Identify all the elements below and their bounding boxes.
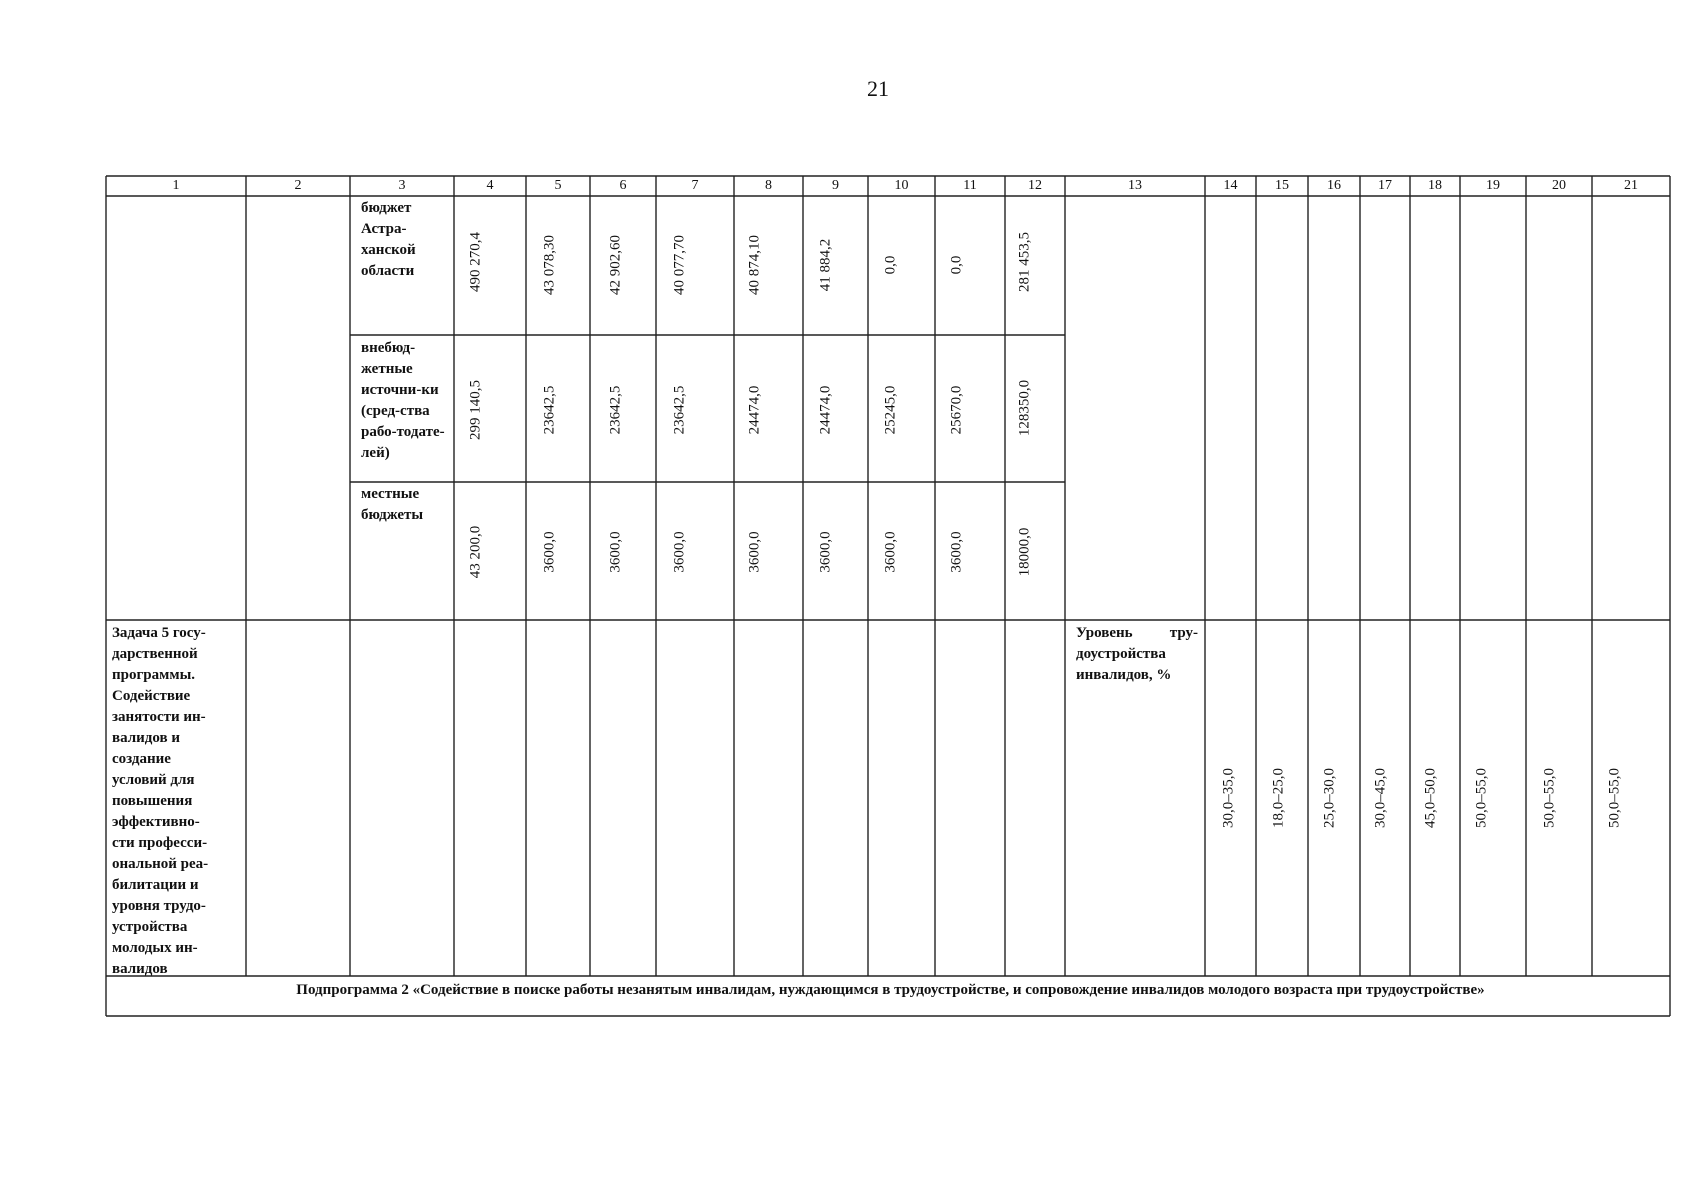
value-cell: 43 200,0 [467, 525, 484, 579]
funding-source-local-budgets: местные бюджеты [361, 486, 424, 523]
target-value: 30,0–35,0 [1220, 768, 1237, 828]
header-cell: 19 [1486, 178, 1500, 193]
target-value: 45,0–50,0 [1422, 768, 1439, 828]
value-cell: 3600,0 [671, 531, 688, 573]
value-cell: 3600,0 [607, 531, 624, 573]
header-cell: 9 [832, 178, 839, 193]
value-cell: 0,0 [882, 255, 899, 275]
header-cell: 21 [1624, 178, 1638, 193]
value-cell: 3600,0 [948, 531, 965, 573]
value-cell: 490 270,4 [467, 232, 484, 292]
header-cell: 16 [1327, 178, 1341, 193]
header-cell: 3 [398, 178, 406, 193]
header-cell: 4 [486, 178, 494, 193]
page-number: 21 [867, 76, 889, 101]
value-cell: 43 078,30 [541, 235, 558, 295]
value-cell: 299 140,5 [467, 380, 484, 440]
subprogram-title: Подпрограмма 2 «Содействие в поиске работы незанятым инвалидам, нуждающимся в трудоустройстве, и сопровождение инвалидов молодого возраста при трудоустройстве» [296, 982, 1485, 998]
value-cell: 40 874,10 [746, 235, 763, 295]
header-cell: 1 [172, 178, 180, 193]
header-cell: 10 [894, 178, 909, 193]
value-cell: 40 077,70 [671, 235, 688, 295]
funding-source-regional-budget: бюджет Астра-ханской области [361, 200, 416, 279]
value-cell: 23642,5 [671, 385, 688, 435]
value-cell: 23642,5 [541, 385, 558, 435]
value-cell: 23642,5 [607, 385, 624, 435]
value-cell: 24474,0 [817, 385, 834, 435]
header-cell: 2 [294, 178, 302, 193]
value-cell: 25245,0 [882, 385, 899, 435]
value-cell: 3600,0 [746, 531, 763, 573]
indicator-name: Уровень тру-доустройства инвалидов, % [1076, 625, 1198, 683]
header-cell: 11 [963, 178, 977, 193]
target-value: 50,0–55,0 [1473, 768, 1490, 828]
value-cell: 42 902,60 [607, 235, 624, 295]
value-cell: 3600,0 [882, 531, 899, 573]
header-cell: 20 [1552, 178, 1566, 193]
header-cell: 17 [1378, 178, 1392, 193]
value-cell: 41 884,2 [817, 238, 834, 292]
header-cell: 8 [765, 178, 772, 193]
value-cell: 18000,0 [1016, 527, 1033, 577]
header-cell: 14 [1223, 178, 1238, 193]
target-value: 30,0–45,0 [1372, 768, 1389, 828]
target-value: 50,0–55,0 [1606, 768, 1623, 828]
value-cell: 281 453,5 [1016, 232, 1033, 292]
header-cell: 13 [1128, 178, 1142, 193]
value-cell: 24474,0 [746, 385, 763, 435]
value-cell: 3600,0 [817, 531, 834, 573]
value-cell: 128350,0 [1016, 379, 1033, 437]
header-cell: 7 [691, 178, 699, 193]
funding-source-extra-budgetary: внебюд-жетные источни-ки (сред-ства рабо-тодате-лей) [361, 340, 445, 461]
task-description: Задача 5 госу-дарственной программы. Содействие занятости ин-валидов и создание условий для повышения эффективно-сти професси-ональной реа-билитации и уровня трудо-устройства молодых ин-валидов [112, 625, 209, 977]
target-value: 25,0–30,0 [1321, 768, 1338, 828]
target-value: 50,0–55,0 [1541, 768, 1558, 828]
header-cell: 12 [1028, 178, 1042, 193]
value-cell: 0,0 [948, 255, 965, 275]
value-cell: 3600,0 [541, 531, 558, 573]
header-cell: 6 [619, 178, 627, 193]
header-cell: 5 [554, 178, 562, 193]
target-value: 18,0–25,0 [1270, 768, 1287, 828]
value-cell: 25670,0 [948, 385, 965, 435]
header-cell: 18 [1428, 178, 1442, 193]
header-cell: 15 [1275, 178, 1289, 193]
